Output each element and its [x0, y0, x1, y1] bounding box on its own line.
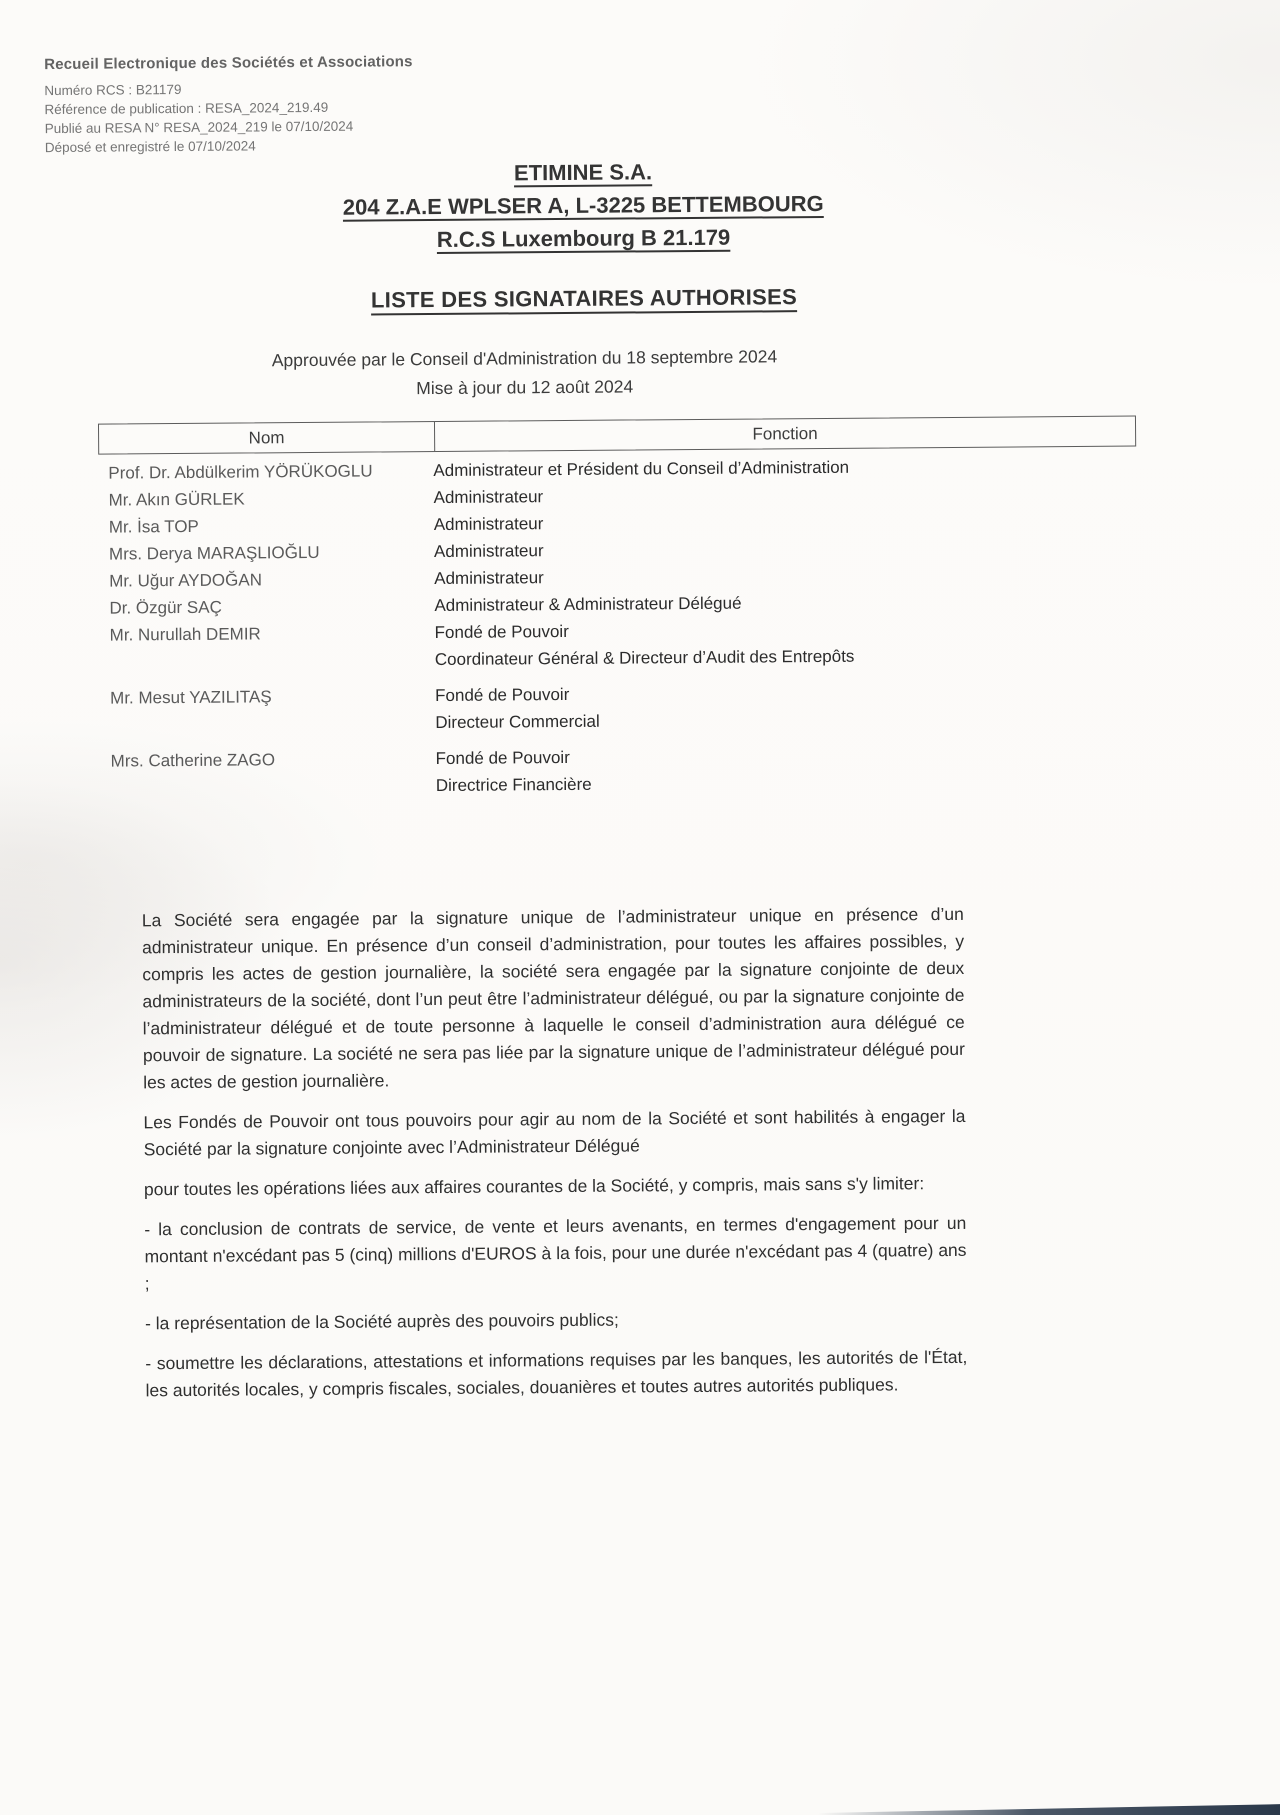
function-line: Administrateur — [433, 541, 544, 562]
signatory-function — [435, 614, 1138, 674]
column-header-fonction: Fonction — [752, 423, 818, 444]
resa-meta-header — [44, 53, 413, 157]
signatory-name: Mr. Mesut YAZILITAŞ — [110, 687, 272, 708]
function-line: Fondé de Pouvoir — [435, 684, 570, 706]
table-row — [100, 614, 1138, 676]
function-line: Administrateur — [434, 568, 544, 589]
signatory-name: Mrs. Catherine ZAGO — [110, 750, 276, 771]
company-address: 204 Z.A.E WPLSER A, L-3225 BETTEMBOURG — [342, 190, 824, 220]
function-line: Fondé de Pouvoir — [434, 621, 569, 643]
signatory-name: Mr. Uğur AYDOĞAN — [109, 570, 263, 591]
body-text — [142, 901, 968, 1417]
signatory-name: Mr. Akın GÜRLEK — [108, 489, 245, 510]
company-name: ETIMINE S.A. — [513, 159, 653, 186]
approval-block — [0, 340, 1060, 406]
signatory-function — [436, 740, 1139, 800]
function-line: Administrateur — [433, 514, 544, 535]
body-paragraph: - la représentation de la Société auprès des pouvoirs publics; — [144, 1309, 619, 1334]
resa-meta-line: Déposé et enregistré le 07/10/2024 — [44, 138, 256, 156]
signatory-name: Mr. İsa TOP — [108, 516, 199, 537]
approval-line-1: Approuvée par le Conseil d'Administration du 18 septembre 2024 — [271, 346, 778, 371]
function-line: Coordinateur Général & Directeur d’Audit des Entrepôts — [434, 646, 855, 670]
resa-meta-lines — [44, 78, 413, 157]
signatory-name: Prof. Dr. Abdülkerim YÖRÜKOGLU — [108, 461, 373, 483]
function-line: Administrateur & Administrateur Délégué — [434, 593, 742, 616]
approval-line-2: Mise à jour du 12 août 2024 — [416, 376, 634, 399]
signatory-name: Mr. Nurullah DEMIR — [109, 624, 261, 645]
body-paragraph: - la conclusion de contrats de service, de vente et leurs avenants, en termes d'engagement pour un montant n'excédant pas 5 (cinq) millions d'EUROS à la fois, pour une durée n'excédant pas 4 (quatre) ans ; — [144, 1212, 967, 1294]
function-line: Directeur Commercial — [435, 711, 600, 733]
document-title: LISTE DES SIGNATAIRES AUTHORISES — [370, 284, 798, 313]
function-line: Administrateur et Président du Conseil d’Administration — [433, 457, 850, 481]
signatory-name: Mrs. Derya MARAŞLIOĞLU — [108, 542, 320, 564]
column-header-nom: Nom — [99, 422, 435, 454]
company-rcs: R.C.S Luxembourg B 21.179 — [436, 224, 731, 252]
table-row — [101, 740, 1139, 802]
function-line: Directrice Financière — [435, 774, 592, 796]
resa-title: Recueil Electronique des Sociétés et Associations — [44, 53, 413, 74]
resa-meta-line: Numéro RCS : B21179 — [44, 81, 182, 99]
table-row — [100, 677, 1138, 739]
function-line: Fondé de Pouvoir — [435, 747, 570, 769]
resa-meta-line: Référence de publication : RESA_2024_219.49 — [44, 99, 329, 118]
signatories-table — [98, 416, 1139, 802]
signatory-name: Dr. Özgür SAÇ — [109, 597, 222, 618]
resa-meta-line: Publié au RESA N° RESA_2024_219 le 07/10/2024 — [44, 118, 354, 137]
body-paragraph: Les Fondés de Pouvoir ont tous pouvoirs pour agir au nom de la Société et sont habilités à engager la Société par la signature conjointe avec l’Administrateur Délégué — [143, 1105, 966, 1160]
signatory-function — [435, 677, 1138, 737]
table-body — [98, 447, 1139, 802]
company-header — [0, 151, 1179, 259]
body-paragraph: La Société sera engagée par la signature unique de l’administrateur unique en présence d’un administrateur unique. En présence d’un conseil d’administration, pour toutes les affaires possibles, y compris les actes de gestion journalière, la société sera engagée par la signature conjointe de deux administrateurs de la société, dont l’un peut être l’administrateur délégué, ou par la signature conjointe de l’administrateur délégué et de toute personne à laquelle le conseil d’administration aura délégué ce pouvoir de signature. La société ne sera pas liée par la signature unique de l’administrateur délégué pour les actes de gestion journalière. — [141, 903, 965, 1093]
body-paragraph: pour toutes les opérations liées aux affaires courantes de la Société, y compris, mais sans s'y limiter: — [143, 1173, 925, 1200]
body-paragraph: - soumettre les déclarations, attestations et informations requises par les banques, les autorités de l'État, les autorités locales, y compris fiscales, sociales, douanières et toutes autres autorités publiques. — [145, 1346, 968, 1401]
function-line: Administrateur — [433, 487, 544, 508]
